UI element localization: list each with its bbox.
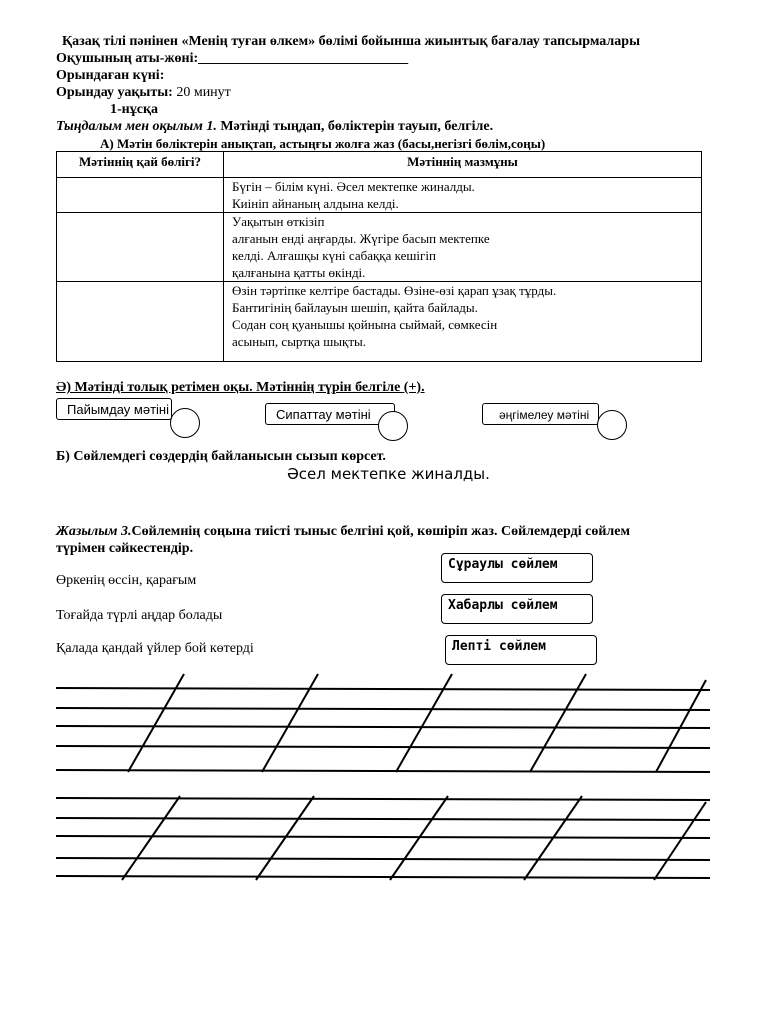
option-pайымдау bbox=[56, 398, 172, 420]
row1-line2: Киініп айнаның алдына келді. bbox=[232, 196, 399, 211]
table-header-content: Мәтіннің мазмұны bbox=[224, 152, 702, 178]
handwriting-lines[interactable] bbox=[56, 668, 710, 882]
option-1-circle[interactable] bbox=[170, 408, 200, 438]
sentence-1: Өркенің өссін, қарағым bbox=[56, 573, 197, 588]
type-box-question[interactable] bbox=[441, 553, 593, 583]
type-2-label: Хабарлы сөйлем bbox=[448, 598, 558, 613]
row1-line1: Бүгін – білім күні. Әсел мектепке жиналды. bbox=[232, 179, 475, 194]
task3-heading-line2: түрімен сәйкестендір. bbox=[56, 541, 194, 556]
row3-line1: Өзін тәртіпке келтіре бастады. Өзіне-өзі қарап ұзақ тұрды. bbox=[232, 283, 557, 298]
row2-line2: алғанын енді аңғарды. Жүгіре басып мектепке bbox=[232, 231, 490, 246]
student-name-blank: ______________________________ bbox=[198, 51, 409, 66]
time-row bbox=[56, 85, 231, 101]
date-label: Орындаған күні: bbox=[56, 68, 165, 83]
text-parts-table bbox=[56, 151, 702, 362]
task-b-heading: Б) Сөйлемдегі сөздердің байланысын сызып көрсет. bbox=[56, 449, 386, 464]
row3-line3: Содан соң қуанышы қойнына сыймай, сөмкесін bbox=[232, 317, 498, 332]
task-a2-heading: Ә) Мәтінді толық ретімен оқы. Мәтіннің түрін белгіле (+). bbox=[56, 380, 425, 395]
sentence-2: Тоғайда түрлі аңдар болады bbox=[56, 608, 223, 623]
option-sипаттау bbox=[265, 403, 395, 425]
answer-cell-3[interactable] bbox=[57, 282, 224, 362]
type-1-label: Сұраулы сөйлем bbox=[448, 557, 558, 572]
row3-line2: Бантигінің байлауын шешіп, қайта байлады. bbox=[232, 300, 478, 315]
task1-heading-italic: Тыңдалым мен оқылым 1. bbox=[56, 119, 217, 134]
table-row-1-content bbox=[224, 178, 702, 213]
variant-label: 1-нұсқа bbox=[110, 102, 159, 117]
option-1-label: Пайымдау мәтіні bbox=[67, 402, 169, 417]
student-name-row bbox=[56, 51, 408, 67]
page-title: Қазақ тілі пәнінен «Менің туған өлкем» бөлімі бойынша жиынтық бағалау тапсырмалары bbox=[62, 34, 641, 49]
time-value: 20 минут bbox=[172, 85, 231, 100]
option-aңгімелеу bbox=[482, 403, 599, 425]
row2-line4: қалғанына қатты өкінді. bbox=[232, 265, 366, 280]
row2-line3: келді. Алғашқы күні сабаққа кешігіп bbox=[232, 248, 436, 263]
option-2-circle[interactable] bbox=[378, 411, 408, 441]
task1-heading bbox=[56, 119, 493, 135]
table-header-part: Мәтіннің қай бөлігі? bbox=[57, 152, 224, 178]
option-3-circle[interactable] bbox=[597, 410, 627, 440]
row2-line1: Уақытын өткізіп bbox=[232, 214, 325, 229]
task3-heading-rest: Сөйлемнің соңына тиісті тыныс белгіні қой, көшіріп жаз. Сөйлемдерді сөйлем bbox=[131, 524, 630, 539]
task-b-sentence: Әсел мектепке жиналды. bbox=[287, 465, 490, 483]
option-2-label: Сипаттау мәтіні bbox=[276, 407, 371, 422]
sentence-3: Қалада қандай үйлер бой көтерді bbox=[56, 641, 254, 656]
answer-cell-2[interactable] bbox=[57, 213, 224, 282]
answer-cell-1[interactable] bbox=[57, 178, 224, 213]
time-label: Орындау уақыты: bbox=[56, 85, 173, 100]
task3-heading-italic: Жазылым 3. bbox=[56, 524, 132, 539]
table-row-2-content bbox=[224, 213, 702, 282]
task1-heading-rest: Мәтінді тыңдап, бөліктерін тауып, белгіле. bbox=[216, 119, 494, 134]
type-3-label: Лепті сөйлем bbox=[452, 639, 546, 654]
student-name-label: Оқушының аты-жөні: bbox=[56, 51, 199, 66]
table-row-3-content bbox=[224, 282, 702, 362]
task3-heading bbox=[56, 524, 630, 540]
row3-line4: асынып, сыртқа шықты. bbox=[232, 334, 366, 349]
task1-subA: А) Мәтін бөліктерін анықтап, астыңғы жолға жаз (басы,негізгі бөлім,соңы) bbox=[100, 136, 546, 151]
type-box-declarative[interactable] bbox=[441, 594, 593, 624]
option-3-label: әңгімелеу мәтіні bbox=[499, 408, 590, 422]
type-box-exclamatory[interactable] bbox=[445, 635, 597, 665]
